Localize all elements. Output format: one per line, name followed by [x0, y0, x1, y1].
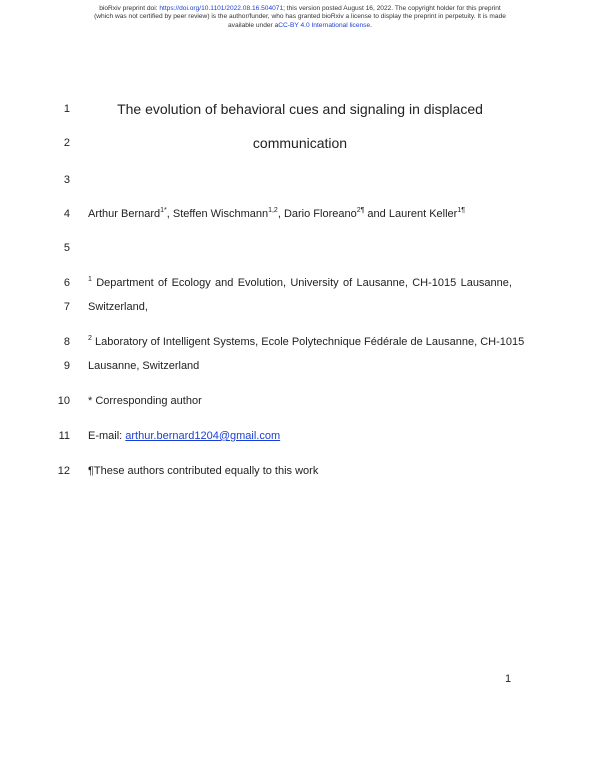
line-number: 8 [63, 336, 70, 348]
doi-link[interactable]: https://doi.org/10.1101/2022.08.16.504071 [159, 5, 284, 12]
affiliation-1-continued: Switzerland, [88, 301, 148, 313]
equal-contribution-note: ¶These authors contributed equally to this work [88, 465, 319, 477]
line-number: 11 [58, 430, 70, 442]
affiliation-2-continued: Lausanne, Switzerland [88, 360, 200, 372]
author-affiliation-mark: 1* [160, 207, 167, 214]
line-number: 7 [63, 301, 70, 313]
header-line-1: bioRxiv preprint doi: https://doi.org/10.1101/2022.08.16.504071; this version posted August 16, 2022. The copyright holder for this preprint [99, 5, 501, 12]
email-label: E-mail: [88, 430, 126, 442]
author-affiliation-mark: 1¶ [457, 207, 465, 214]
header-line-3: available under aCC-BY 4.0 International license. [228, 21, 372, 29]
line-number: 6 [63, 277, 70, 289]
corresponding-author-note: * Corresponding author [88, 395, 202, 407]
affiliation-mark: 1 [88, 276, 92, 283]
author-name: Steffen Wischmann [172, 208, 269, 220]
line-number: 1 [63, 103, 70, 115]
paper-title-line-2: communication [252, 135, 348, 151]
line-number: 5 [63, 242, 70, 254]
author-name: Laurent Keller [388, 208, 458, 220]
author-name: Arthur Bernard [88, 208, 161, 220]
author-list: Arthur Bernard$^{1*}$, Steffen Wischmann$^{1,2}$, Dario Floreano$^{2\P}$ and Laurent Keller$^{1\P}$ [88, 207, 465, 220]
line-number: 9 [63, 360, 70, 372]
preprint-header [0, 5, 600, 30]
line-number: 10 [57, 395, 70, 407]
line-number: 4 [63, 208, 70, 220]
affiliation-mark: 2 [88, 335, 92, 342]
header-line-2: (which was not certified by peer review) is the author/funder, who has granted bioRxiv a license to display the preprint in perpetuity. It is made [94, 13, 506, 21]
email-line [88, 430, 280, 442]
line-number: 3 [63, 174, 70, 186]
affiliation-1: $^1$ Department of Ecology and Evolution, University of Lausanne, CH-1015 Lausanne, [88, 276, 512, 289]
line-number: 12 [57, 465, 70, 477]
page-number: 1 [505, 673, 512, 685]
author-affiliation-mark: 2¶ [356, 207, 365, 214]
line-number: 2 [63, 137, 70, 149]
pilcrow-mark: ¶ [88, 465, 94, 477]
affiliation-2: $^2$ Laboratory of Intelligent Systems, Ecole Polytechnique Fédérale de Lausanne, CH-1015 [88, 335, 525, 348]
author-name: Dario Floreano [283, 208, 357, 220]
email-link[interactable]: arthur.bernard1204@gmail.com [125, 430, 281, 442]
license-link[interactable]: CC-BY 4.0 International license [278, 21, 371, 29]
author-affiliation-mark: 1,2 [268, 207, 278, 214]
paper-title-line-1: The evolution of behavioral cues and signaling in displaced [117, 101, 483, 117]
